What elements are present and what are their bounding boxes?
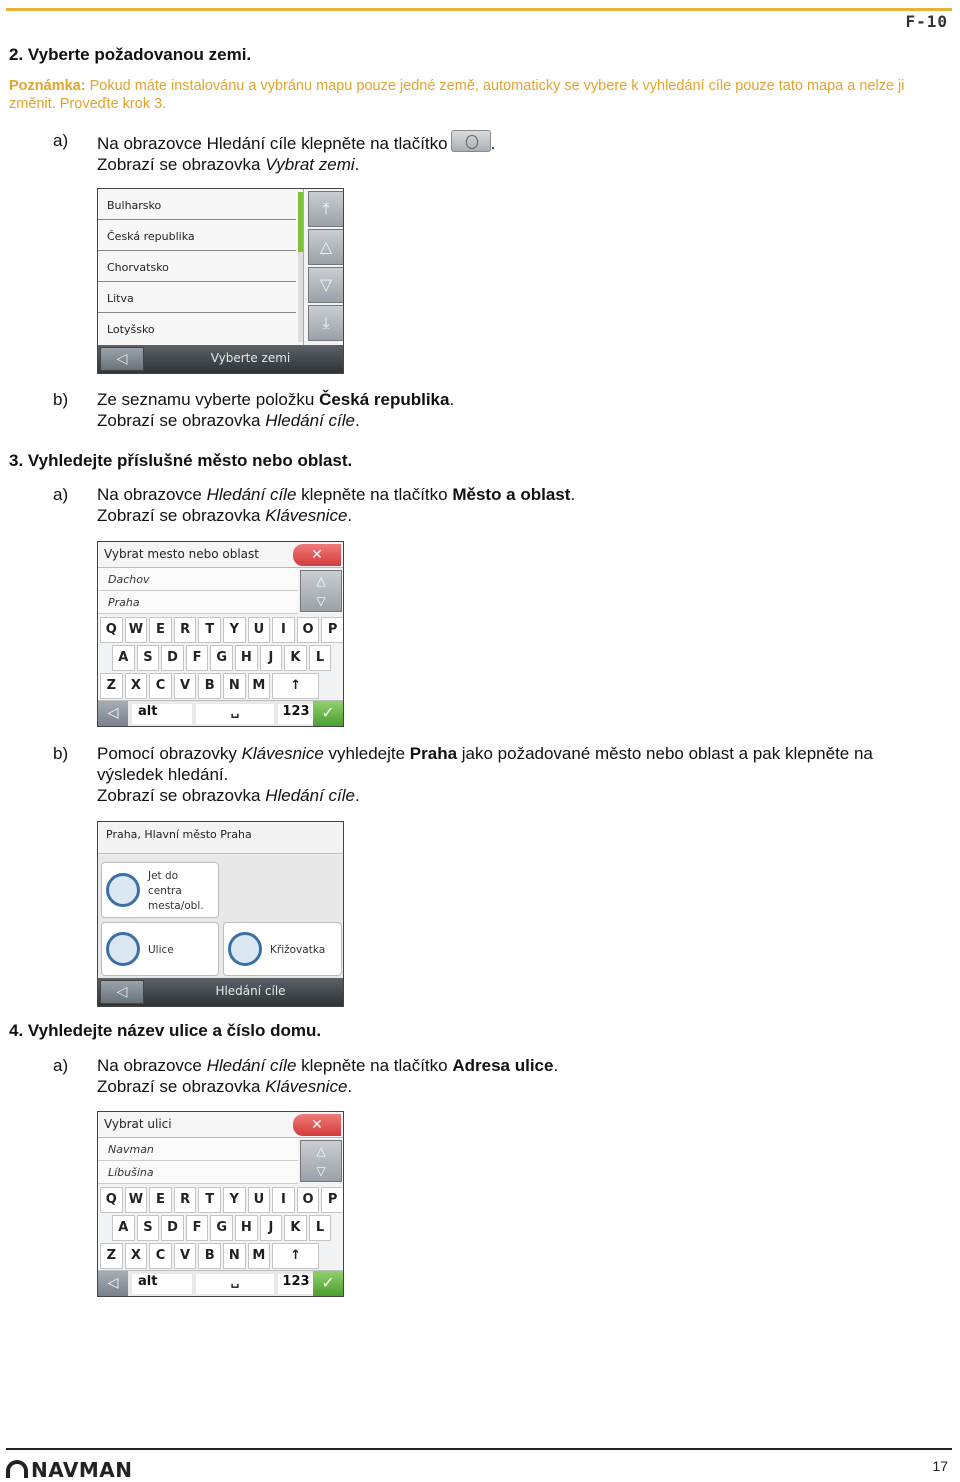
key[interactable]: I [272, 617, 295, 643]
list-item[interactable]: Litva [98, 282, 296, 313]
key[interactable]: B [198, 1243, 221, 1269]
step-text-end: . [347, 1077, 353, 1096]
step-label: a) [53, 485, 69, 504]
key[interactable]: S [137, 645, 160, 671]
destination-screen [97, 821, 344, 1007]
section-4-heading: 4. Vyhledejte název ulice a číslo domu. [9, 1021, 322, 1040]
country-list [98, 189, 304, 345]
step-text-end: . [354, 411, 360, 430]
key[interactable]: L [309, 1215, 332, 1241]
step-text-end: . [553, 1056, 559, 1075]
key[interactable]: F [186, 1215, 209, 1241]
step-text: klepněte na tlačítko [296, 485, 453, 504]
key[interactable]: A [112, 1215, 135, 1241]
screen-name: Vybrat zemi [265, 155, 355, 174]
step-text-end: . [347, 506, 353, 525]
note-label: Poznámka: [9, 78, 86, 94]
key[interactable]: T [198, 1187, 221, 1213]
step-text-end: . [449, 390, 455, 409]
screen-name: Hledání cíle [206, 1056, 297, 1075]
back-icon[interactable]: ◁ [98, 701, 128, 727]
country-select-button-icon [451, 130, 491, 152]
keyboard-title: Vybrat mesto nebo oblast [104, 547, 259, 561]
key[interactable]: X [125, 1243, 148, 1269]
key[interactable]: V [174, 1243, 197, 1269]
label-line: mesta/obl. [148, 900, 204, 912]
step-bold: Praha [409, 744, 458, 763]
scroll-up-down-icon[interactable]: △ ▽ [300, 1140, 342, 1182]
key[interactable]: I [272, 1187, 295, 1213]
space-key[interactable]: ␣ [196, 1274, 274, 1294]
keyboard-bottom-bar [98, 1270, 343, 1296]
city-center-icon [106, 873, 140, 907]
scroll-up-down-icon[interactable]: △ ▽ [300, 570, 342, 612]
step-text: Zobrazí se obrazovka [97, 411, 266, 430]
step-bold: Město a oblast [452, 485, 571, 504]
list-item[interactable]: Chorvatsko [98, 251, 296, 282]
scroll-bottom-icon[interactable]: ⤓ [308, 305, 344, 341]
list-item[interactable]: Česká republika [98, 220, 296, 251]
key[interactable]: P [321, 617, 344, 643]
key[interactable]: Q [100, 1187, 123, 1213]
step-text-end: . [490, 134, 496, 153]
back-icon[interactable]: ◁ [98, 1271, 128, 1297]
scroll-top-icon[interactable]: ⤒ [308, 191, 344, 227]
screen-title: Vyberte zemi [210, 351, 291, 365]
screen-name: Hledání cíle [265, 411, 355, 430]
key[interactable]: Q [100, 617, 123, 643]
key[interactable]: X [125, 673, 148, 699]
key[interactable]: O [297, 1187, 320, 1213]
key[interactable]: N [223, 1243, 246, 1269]
page-number: 17 [932, 1458, 948, 1474]
shift-key[interactable]: ↑ [272, 673, 319, 699]
key[interactable]: T [198, 617, 221, 643]
footer-rule [6, 1448, 952, 1450]
key[interactable]: E [149, 1187, 172, 1213]
country-select-screen [97, 188, 344, 374]
junction-button[interactable] [223, 922, 342, 976]
location-header [98, 822, 343, 854]
numbers-key[interactable]: 123 [278, 704, 314, 724]
screen-name: Klávesnice [265, 1077, 348, 1096]
step-text: jako požadované město nebo oblast a pak klepněte na výsledek hledání. [97, 744, 873, 784]
keyboard-bottom-bar [98, 700, 343, 726]
button-label: Ulice [148, 944, 174, 956]
step-text: klepněte na tlačítko [296, 1056, 453, 1075]
step-text: Na obrazovce [97, 485, 207, 504]
key[interactable]: Z [100, 673, 123, 699]
result-list [98, 1138, 298, 1184]
step-text-end: . [354, 786, 360, 805]
key[interactable]: D [161, 645, 184, 671]
key[interactable]: M [248, 673, 271, 699]
key[interactable]: F [186, 645, 209, 671]
key[interactable]: D [161, 1215, 184, 1241]
scrollbar-thumb[interactable] [298, 192, 303, 252]
close-icon[interactable]: ✕ [293, 544, 341, 566]
key[interactable]: W [125, 617, 148, 643]
key[interactable]: K [284, 1215, 307, 1241]
step-text: vyhledejte [323, 744, 410, 763]
step-text: Zobrazí se obrazovka [97, 786, 266, 805]
alt-key[interactable]: alt [132, 704, 192, 724]
keyboard-row-2 [112, 645, 331, 671]
key[interactable]: J [260, 1215, 283, 1241]
back-icon[interactable]: ◁ [100, 980, 144, 1004]
checkmark-icon[interactable]: ✓ [313, 1271, 343, 1297]
step-text: Pomocí obrazovky [97, 744, 242, 763]
step-text-end: . [570, 485, 576, 504]
numbers-key[interactable]: 123 [278, 1274, 314, 1294]
keyboard-title: Vybrat ulici [104, 1117, 172, 1131]
key[interactable]: R [174, 617, 197, 643]
key[interactable]: H [235, 645, 258, 671]
label-line: centra [148, 885, 182, 897]
key[interactable]: L [309, 645, 332, 671]
back-icon[interactable]: ◁ [100, 347, 144, 371]
keyboard-row-1 [100, 1187, 344, 1213]
button-label [148, 869, 204, 914]
note-text: Pokud máte instalovánu a vybránu mapu pouze jedné země, automaticky se vybere k vyhledání cíle pouze tato mapa a nelze ji změnit. Proveďte krok 3. [9, 78, 905, 112]
step-label: a) [53, 131, 69, 150]
navman-logo [6, 1458, 132, 1482]
keyboard-screen-city [97, 541, 344, 727]
step-text: Zobrazí se obrazovka [97, 1077, 266, 1096]
key[interactable]: G [210, 645, 233, 671]
list-item[interactable]: Lotyšsko [107, 323, 155, 336]
key[interactable]: E [149, 617, 172, 643]
space-key[interactable]: ␣ [196, 704, 274, 724]
key[interactable]: M [248, 1243, 271, 1269]
step-text-end: . [354, 155, 360, 174]
result-item[interactable]: Praha [98, 591, 298, 614]
key[interactable]: Y [223, 617, 246, 643]
result-item[interactable]: Dachov [98, 568, 298, 591]
key[interactable]: O [297, 617, 320, 643]
step-label: b) [53, 390, 69, 409]
label-line: Jet do [148, 870, 179, 882]
alt-key[interactable]: alt [132, 1274, 192, 1294]
key[interactable]: S [137, 1215, 160, 1241]
keyboard-row-1 [100, 617, 344, 643]
key[interactable]: K [284, 645, 307, 671]
section-2-heading: 2. Vyberte požadovanou zemi. [9, 45, 252, 64]
scroll-up-icon[interactable]: △ [308, 229, 344, 265]
key[interactable]: G [210, 1215, 233, 1241]
step-bold: Adresa ulice [452, 1056, 554, 1075]
key[interactable]: R [174, 1187, 197, 1213]
key[interactable]: A [112, 645, 135, 671]
logo-text: NAVMAN [31, 1458, 133, 1482]
screen-name: Hledání cíle [265, 786, 355, 805]
key[interactable]: C [149, 1243, 172, 1269]
step-text: Ze seznamu vyberte položku [97, 390, 320, 409]
result-item[interactable]: Navman [98, 1138, 298, 1161]
step-bold: Česká republika [319, 390, 450, 409]
step-text: Na obrazovce Hledání cíle klepněte na tlačítko [97, 134, 448, 153]
screen-title: Hledání cíle [215, 984, 286, 998]
keyboard-row-3 [100, 1243, 319, 1269]
checkmark-icon[interactable]: ✓ [313, 701, 343, 727]
key[interactable]: J [260, 645, 283, 671]
scroll-down-icon[interactable]: ▽ [308, 267, 344, 303]
note [9, 77, 914, 113]
screen-name: Klávesnice [241, 744, 324, 763]
key[interactable]: U [248, 617, 271, 643]
key[interactable]: H [235, 1215, 258, 1241]
keyboard-row-3 [100, 673, 319, 699]
key[interactable]: W [125, 1187, 148, 1213]
step-label: a) [53, 1056, 69, 1075]
screen-name: Hledání cíle [206, 485, 297, 504]
key[interactable]: Z [100, 1243, 123, 1269]
result-list [98, 568, 298, 614]
step-text: Zobrazí se obrazovka [97, 155, 266, 174]
key[interactable]: P [321, 1187, 344, 1213]
screen-title-bar [98, 345, 343, 373]
top-rule [6, 8, 952, 11]
street-search-icon [106, 932, 140, 966]
list-item[interactable]: Bulharsko [98, 189, 296, 220]
keyboard-row-2 [112, 1215, 331, 1241]
keyboard-screen-street [97, 1111, 344, 1297]
key[interactable]: C [149, 673, 172, 699]
screen-name: Klávesnice [265, 506, 348, 525]
result-item[interactable]: Líbušina [98, 1161, 298, 1184]
key[interactable]: N [223, 673, 246, 699]
go-to-city-center-button[interactable] [101, 862, 219, 918]
key[interactable]: U [248, 1187, 271, 1213]
street-button[interactable] [101, 922, 219, 976]
step-text: Na obrazovce [97, 1056, 207, 1075]
section-3-heading: 3. Vyhledejte příslušné město nebo oblast. [9, 451, 353, 470]
key[interactable]: Y [223, 1187, 246, 1213]
screen-title-bar [98, 978, 343, 1006]
shift-key[interactable]: ↑ [272, 1243, 319, 1269]
key[interactable]: V [174, 673, 197, 699]
junction-search-icon [228, 932, 262, 966]
page-code: F-10 [905, 12, 948, 31]
close-icon[interactable]: ✕ [293, 1114, 341, 1136]
location-name: Praha, Hlavní město Praha [106, 828, 252, 841]
button-label: Křižovatka [270, 944, 326, 956]
step-text: Zobrazí se obrazovka [97, 506, 266, 525]
step-label: b) [53, 744, 69, 763]
key[interactable]: B [198, 673, 221, 699]
navman-logo-icon [6, 1460, 28, 1478]
